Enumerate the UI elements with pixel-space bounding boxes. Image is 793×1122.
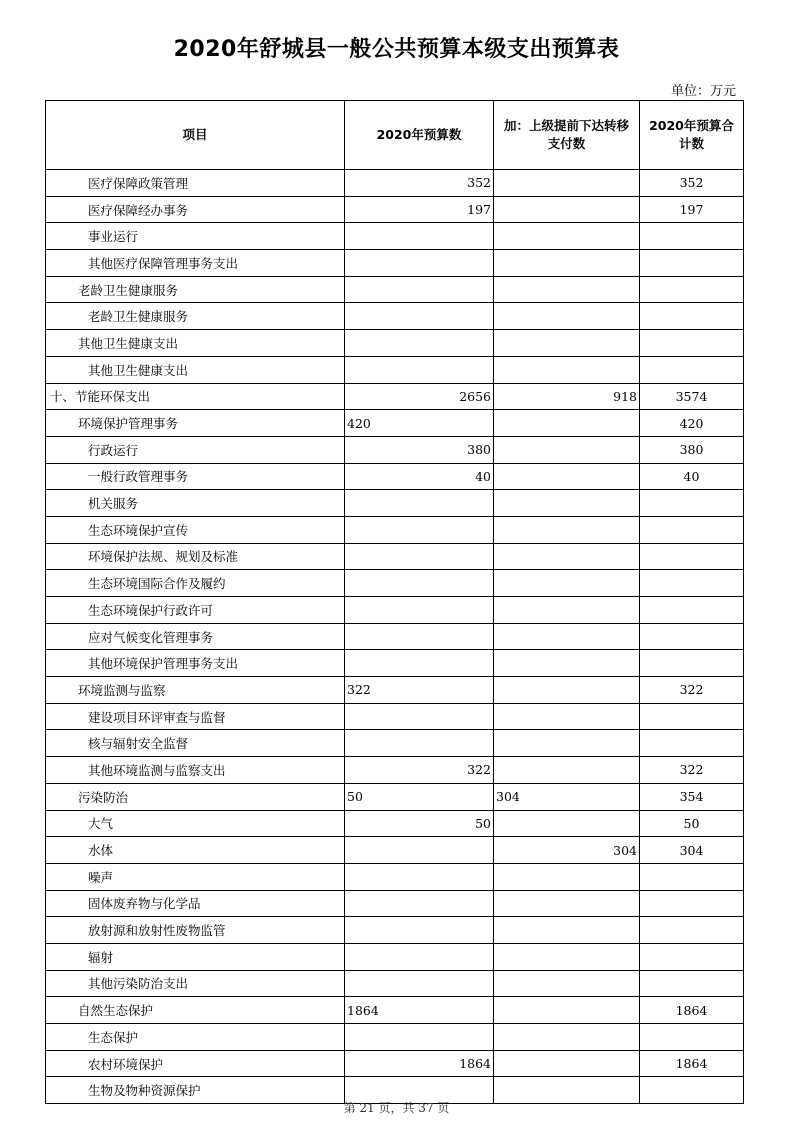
row-transfer-value [494, 196, 640, 223]
row-total-value [640, 943, 744, 970]
row-transfer-value [494, 943, 640, 970]
row-transfer-value [494, 623, 640, 650]
row-transfer-value [494, 516, 640, 543]
row-budget-value [345, 730, 494, 757]
row-total-value [640, 490, 744, 517]
row-item-name: 建设项目环评审查与监督 [46, 703, 345, 730]
row-budget-value [345, 970, 494, 997]
table-row [46, 410, 744, 437]
row-transfer-value [494, 436, 640, 463]
table-row [46, 383, 744, 410]
row-total-value [640, 223, 744, 250]
row-budget-value: 40 [345, 463, 494, 490]
table-row [46, 810, 744, 837]
table-row [46, 970, 744, 997]
table-row [46, 890, 744, 917]
row-transfer-value [494, 250, 640, 277]
row-budget-value: 50 [345, 783, 494, 810]
table-row [46, 1050, 744, 1077]
row-budget-value [345, 943, 494, 970]
row-item-name: 其他医疗保障管理事务支出 [46, 250, 345, 277]
row-budget-value [345, 490, 494, 517]
table-row [46, 1024, 744, 1051]
row-transfer-value [494, 570, 640, 597]
row-budget-value [345, 623, 494, 650]
row-item-name: 放射源和放射性废物监管 [46, 917, 345, 944]
row-total-value [640, 650, 744, 677]
row-item-name: 生物及物种资源保护 [46, 1077, 345, 1104]
row-item-name: 其他环境监测与监察支出 [46, 757, 345, 784]
row-transfer-value: 918 [494, 383, 640, 410]
row-item-name: 环境监测与监察 [46, 677, 345, 704]
row-total-value [640, 330, 744, 357]
row-total-value: 380 [640, 436, 744, 463]
row-total-value: 304 [640, 837, 744, 864]
row-total-value [640, 730, 744, 757]
row-item-name: 大气 [46, 810, 345, 837]
row-item-name: 水体 [46, 837, 345, 864]
row-total-value [640, 543, 744, 570]
header-item: 项目 [46, 101, 345, 170]
row-total-value [640, 303, 744, 330]
table-row [46, 516, 744, 543]
row-transfer-value [494, 463, 640, 490]
row-item-name: 医疗保障经办事务 [46, 196, 345, 223]
row-budget-value [345, 703, 494, 730]
row-item-name: 一般行政管理事务 [46, 463, 345, 490]
row-transfer-value [494, 170, 640, 197]
table-row [46, 436, 744, 463]
row-item-name: 其他卫生健康支出 [46, 330, 345, 357]
table-row [46, 943, 744, 970]
row-total-value [640, 970, 744, 997]
row-transfer-value [494, 276, 640, 303]
table-row [46, 863, 744, 890]
row-item-name: 辐射 [46, 943, 345, 970]
table-row [46, 757, 744, 784]
row-transfer-value: 304 [494, 783, 640, 810]
row-total-value [640, 570, 744, 597]
row-total-value: 40 [640, 463, 744, 490]
row-total-value [640, 597, 744, 624]
row-item-name: 医疗保障政策管理 [46, 170, 345, 197]
row-item-name: 环境保护管理事务 [46, 410, 345, 437]
row-item-name: 其他环境保护管理事务支出 [46, 650, 345, 677]
row-total-value: 1864 [640, 997, 744, 1024]
table-header [46, 101, 744, 170]
row-total-value [640, 250, 744, 277]
table-row [46, 730, 744, 757]
budget-table [45, 100, 744, 1104]
row-total-value: 1864 [640, 1050, 744, 1077]
row-transfer-value [494, 330, 640, 357]
row-budget-value: 2656 [345, 383, 494, 410]
header-total: 2020年预算合计数 [640, 101, 744, 170]
row-budget-value [345, 650, 494, 677]
row-transfer-value [494, 890, 640, 917]
table-row [46, 837, 744, 864]
row-item-name: 生态环境保护行政许可 [46, 597, 345, 624]
table-row [46, 196, 744, 223]
row-transfer-value [494, 650, 640, 677]
row-item-name: 十、节能环保支出 [46, 383, 345, 410]
row-budget-value: 50 [345, 810, 494, 837]
row-item-name: 其他卫生健康支出 [46, 356, 345, 383]
header-transfer: 加：上级提前下达转移支付数 [494, 101, 640, 170]
row-transfer-value [494, 303, 640, 330]
table-row [46, 570, 744, 597]
row-total-value [640, 276, 744, 303]
row-transfer-value: 304 [494, 837, 640, 864]
table-row [46, 597, 744, 624]
row-item-name: 应对气候变化管理事务 [46, 623, 345, 650]
row-budget-value [345, 223, 494, 250]
row-item-name: 固体废弃物与化学品 [46, 890, 345, 917]
row-item-name: 噪声 [46, 863, 345, 890]
row-total-value: 197 [640, 196, 744, 223]
row-total-value: 50 [640, 810, 744, 837]
row-budget-value [345, 303, 494, 330]
row-transfer-value [494, 997, 640, 1024]
table-row [46, 276, 744, 303]
row-budget-value [345, 543, 494, 570]
row-total-value: 420 [640, 410, 744, 437]
row-item-name: 核与辐射安全监督 [46, 730, 345, 757]
row-item-name: 机关服务 [46, 490, 345, 517]
table-row [46, 917, 744, 944]
row-budget-value: 322 [345, 757, 494, 784]
row-item-name: 自然生态保护 [46, 997, 345, 1024]
row-budget-value [345, 1024, 494, 1051]
row-budget-value [345, 917, 494, 944]
table-row [46, 650, 744, 677]
row-budget-value: 420 [345, 410, 494, 437]
row-budget-value [345, 250, 494, 277]
row-transfer-value [494, 703, 640, 730]
row-item-name: 环境保护法规、规划及标准 [46, 543, 345, 570]
table-row [46, 330, 744, 357]
table-row [46, 250, 744, 277]
row-total-value [640, 917, 744, 944]
row-total-value [640, 356, 744, 383]
row-budget-value [345, 330, 494, 357]
row-transfer-value [494, 490, 640, 517]
row-total-value: 352 [640, 170, 744, 197]
row-transfer-value [494, 543, 640, 570]
row-budget-value: 1864 [345, 997, 494, 1024]
row-budget-value [345, 570, 494, 597]
header-budget: 2020年预算数 [345, 101, 494, 170]
row-transfer-value [494, 410, 640, 437]
row-transfer-value [494, 1050, 640, 1077]
row-transfer-value [494, 223, 640, 250]
row-total-value [640, 516, 744, 543]
page-title: 2020年舒城县一般公共预算本级支出预算表 [173, 37, 620, 62]
unit-label: 单位：万元 [670, 84, 736, 99]
table-row [46, 463, 744, 490]
table-row [46, 997, 744, 1024]
row-transfer-value [494, 1024, 640, 1051]
row-budget-value: 1864 [345, 1050, 494, 1077]
row-item-name: 老龄卫生健康服务 [46, 276, 345, 303]
row-budget-value [345, 356, 494, 383]
table-row [46, 223, 744, 250]
row-item-name: 污染防治 [46, 783, 345, 810]
row-budget-value [345, 863, 494, 890]
row-total-value: 322 [640, 757, 744, 784]
table-row [46, 703, 744, 730]
row-item-name: 生态环境保护宣传 [46, 516, 345, 543]
table-row [46, 356, 744, 383]
row-item-name: 事业运行 [46, 223, 345, 250]
table-row [46, 677, 744, 704]
row-total-value [640, 1024, 744, 1051]
row-transfer-value [494, 730, 640, 757]
row-budget-value [345, 516, 494, 543]
row-transfer-value [494, 863, 640, 890]
row-item-name: 农村环境保护 [46, 1050, 345, 1077]
table-row [46, 783, 744, 810]
row-budget-value: 197 [345, 196, 494, 223]
table-body [46, 170, 744, 1104]
row-transfer-value [494, 677, 640, 704]
row-transfer-value [494, 757, 640, 784]
row-item-name: 其他污染防治支出 [46, 970, 345, 997]
row-transfer-value [494, 917, 640, 944]
row-total-value: 3574 [640, 383, 744, 410]
row-item-name: 生态环境国际合作及履约 [46, 570, 345, 597]
row-total-value [640, 890, 744, 917]
row-item-name: 生态保护 [46, 1024, 345, 1051]
row-budget-value [345, 837, 494, 864]
row-total-value: 322 [640, 677, 744, 704]
header-row [46, 101, 744, 170]
page-footer: 第 21 页，共 37 页 [343, 1101, 450, 1115]
row-total-value [640, 703, 744, 730]
row-budget-value [345, 597, 494, 624]
row-budget-value: 322 [345, 677, 494, 704]
table-row [46, 303, 744, 330]
table-row [46, 543, 744, 570]
row-transfer-value [494, 356, 640, 383]
row-transfer-value [494, 970, 640, 997]
row-total-value [640, 863, 744, 890]
row-budget-value [345, 276, 494, 303]
row-item-name: 行政运行 [46, 436, 345, 463]
row-budget-value: 380 [345, 436, 494, 463]
row-transfer-value [494, 597, 640, 624]
row-budget-value [345, 890, 494, 917]
row-total-value [640, 623, 744, 650]
table-row [46, 490, 744, 517]
table-row [46, 170, 744, 197]
row-budget-value: 352 [345, 170, 494, 197]
row-transfer-value [494, 810, 640, 837]
row-total-value: 354 [640, 783, 744, 810]
table-row [46, 623, 744, 650]
row-item-name: 老龄卫生健康服务 [46, 303, 345, 330]
